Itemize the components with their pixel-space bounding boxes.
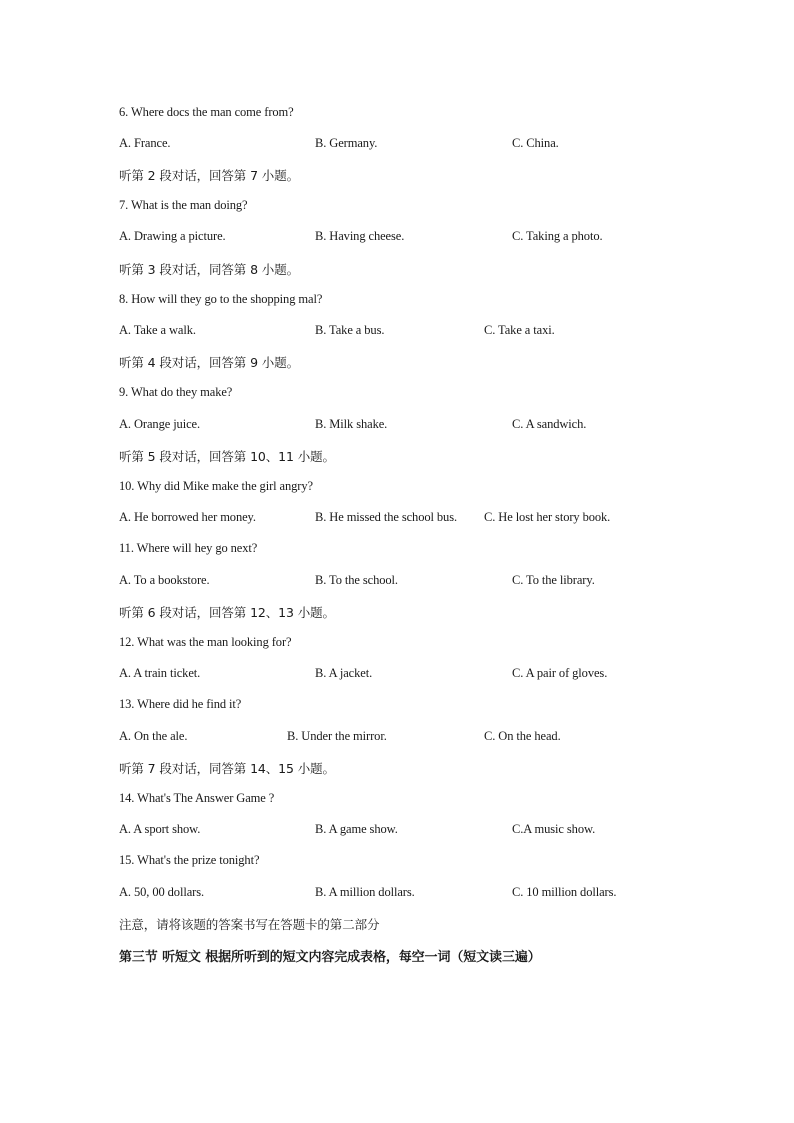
q14-option-b: B. A game show. <box>315 822 398 836</box>
section-5-instruction: 听第 5 段对话，回答第 10、11 小题。 <box>119 449 335 464</box>
section-3-heading: 第三节 听短文 根据所听到的短文内容完成表格，每空一词（短文读三遍） <box>119 950 541 965</box>
question-12: 12. What was the man looking for? <box>119 635 292 649</box>
q7-option-c: C. Taking a photo. <box>512 229 603 243</box>
q8-option-b: B. Take a bus. <box>315 323 385 337</box>
q7-option-b: B. Having cheese. <box>315 229 405 243</box>
question-6: 6. Where docs the man come from? <box>119 105 294 119</box>
q9-option-c: C. A sandwich. <box>512 417 587 431</box>
section-6-instruction: 听第 6 段对话，回答第 12、13 小题。 <box>119 605 335 620</box>
q8-option-a: A. Take a walk. <box>119 323 196 337</box>
question-11: 11. Where will hey go next? <box>119 541 258 555</box>
q13-option-b: B. Under the mirror. <box>287 729 387 743</box>
section-4-instruction: 听第 4 段对话，回答第 9 小题。 <box>119 355 300 370</box>
section-7-instruction: 听第 7 段对话，同答第 14、15 小题。 <box>119 761 335 776</box>
q10-option-c: C. He lost her story book. <box>484 510 611 524</box>
q8-option-c: C. Take a taxi. <box>484 323 555 337</box>
question-13: 13. Where did he find it? <box>119 697 242 711</box>
q14-option-a: A. A sport show. <box>119 822 201 836</box>
q12-option-c: C. A pair of gloves. <box>512 666 608 680</box>
q13-option-a: A. On the ale. <box>119 729 188 743</box>
q11-option-b: B. To the school. <box>315 573 398 587</box>
question-9: 9. What do they make? <box>119 385 233 399</box>
q15-option-b: B. A million dollars. <box>315 885 415 899</box>
q14-option-c: C.A music show. <box>512 822 596 836</box>
question-15: 15. What's the prize tonight? <box>119 853 260 867</box>
q15-option-a: A. 50, 00 dollars. <box>119 885 204 899</box>
section-2-instruction: 听第 2 段对话，回答第 7 小题。 <box>119 168 300 183</box>
question-10: 10. Why did Mike make the girl angry? <box>119 479 313 493</box>
question-14: 14. What's The Answer Game ? <box>119 791 275 805</box>
q9-option-b: B. Milk shake. <box>315 417 388 431</box>
question-8: 8. How will they go to the shopping mal? <box>119 292 323 306</box>
q11-option-c: C. To the library. <box>512 573 595 587</box>
q6-option-c: C. China. <box>512 136 559 150</box>
q12-option-b: B. A jacket. <box>315 666 373 680</box>
answer-note: 注意，请将该题的答案书写在答题卡的第二部分 <box>119 917 380 932</box>
q7-option-a: A. Drawing a picture. <box>119 229 226 243</box>
q12-option-a: A. A train ticket. <box>119 666 201 680</box>
q6-option-b: B. Germany. <box>315 136 378 150</box>
question-7: 7. What is the man doing? <box>119 198 248 212</box>
q10-option-a: A. He borrowed her money. <box>119 510 256 524</box>
section-3-instruction: 听第 3 段对话，同答第 8 小题。 <box>119 262 300 277</box>
q11-option-a: A. To a bookstore. <box>119 573 210 587</box>
q6-option-a: A. France. <box>119 136 171 150</box>
q13-option-c: C. On the head. <box>484 729 561 743</box>
q9-option-a: A. Orange juice. <box>119 417 201 431</box>
q15-option-c: C. 10 million dollars. <box>512 885 617 899</box>
q10-option-b: B. He missed the school bus. <box>315 510 457 524</box>
